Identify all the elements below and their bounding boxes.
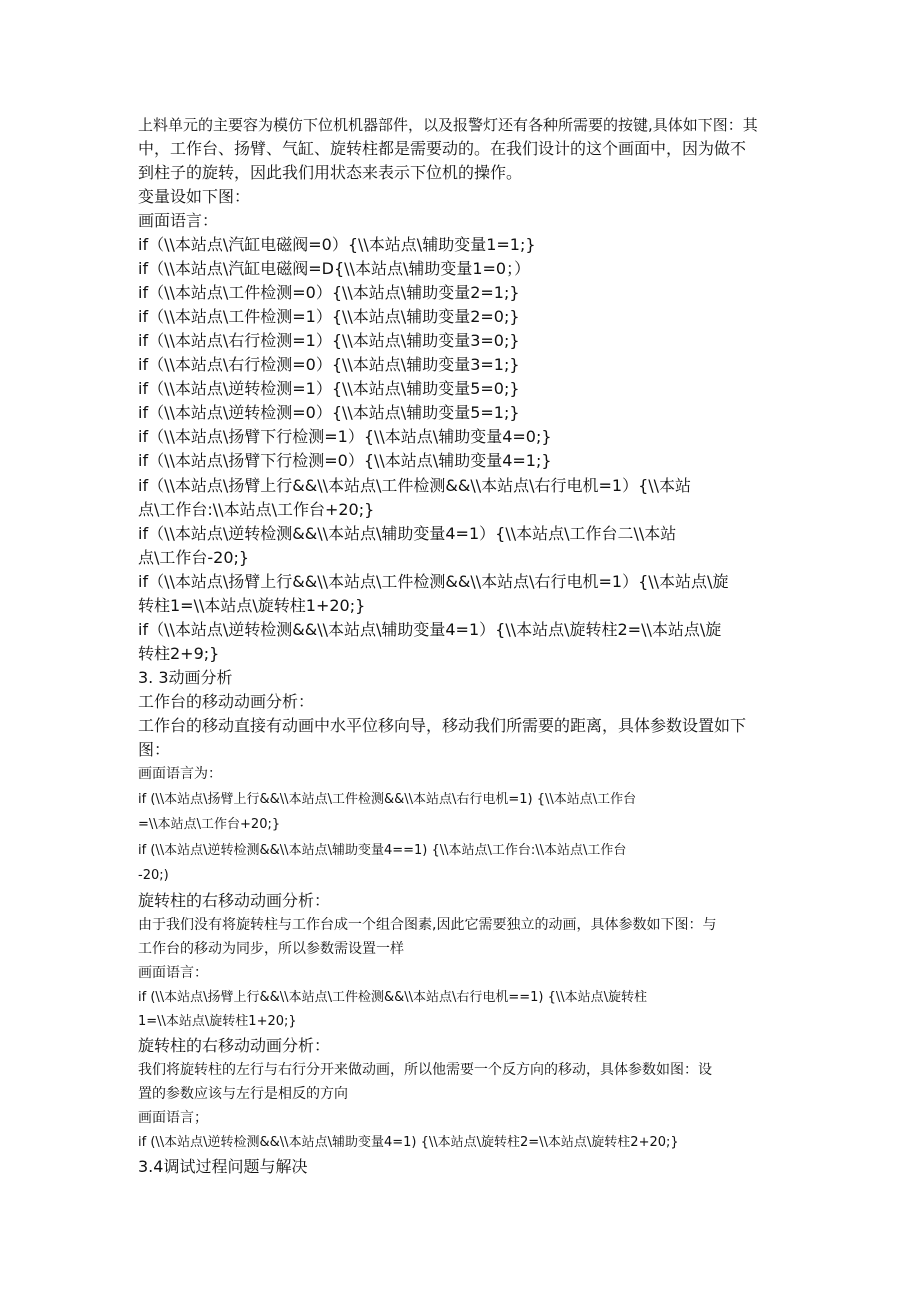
script-heading: 画面语言为： [138, 766, 222, 782]
subsection-heading: 旋转柱的右移动动画分析： [138, 891, 331, 910]
code-line: if (\\本站点\扬臂上行&&\\本站点\工件检测&&\\本站点\右行电机==1) {\\本站点\旋转柱 [138, 990, 648, 1005]
code-line: -20;) [138, 868, 169, 883]
code-line: if（\\本站点\工件检测=0）{\\本站点\辅助变量2=1;} [138, 283, 520, 302]
script-heading: 画面语言； [138, 1110, 208, 1126]
paragraph-intro-line-3: 到柱子的旋转，因此我们用状态来表示下位机的操作。 [138, 163, 523, 182]
code-line: if（\\本站点\扬臂上行&&\\本站点\工件检测&&\\本站点\右行电机=1）{\\本站点\旋 [138, 572, 729, 591]
code-line: =\\本站点\工作台+20;} [138, 817, 281, 832]
script-heading: 画面语言： [138, 211, 219, 230]
section-heading: 3.4调试过程问题与解决 [138, 1157, 308, 1176]
variable-setup-text: 变量设如下图： [138, 187, 251, 206]
code-line: 点\工作台:\\本站点\工作台+20;} [138, 500, 375, 519]
code-line: if（\\本站点\逆转检测=1）{\\本站点\辅助变量5=0;} [138, 379, 520, 398]
code-line: if (\\本站点\逆转检测&&\\本站点\辅助变量4==1) {\\本站点\工作台:\\本站点\工作台 [138, 843, 627, 858]
code-line: if（\\本站点\右行检测=0）{\\本站点\辅助变量3=1;} [138, 355, 520, 374]
paragraph-intro-line-2: 中，工作台、扬臂、气缸、旋转柱都是需要动的。在我们设计的这个画面中，因为做不 [138, 139, 747, 158]
subsection-heading: 旋转柱的右移动动画分析： [138, 1036, 331, 1055]
code-line: if（\\本站点\右行检测=1）{\\本站点\辅助变量3=0;} [138, 331, 520, 350]
code-line: if（\\本站点\逆转检测&&\\本站点\辅助变量4=1）{\\本站点\旋转柱2=\\本站点\旋 [138, 620, 722, 639]
code-line: if（\\本站点\汽缸电磁阀=0）{\\本站点\辅助变量1=1;} [138, 235, 536, 254]
subsection-heading: 工作台的移动动画分析： [138, 692, 315, 711]
code-line: 转柱1=\\本站点\旋转柱1+20;} [138, 596, 366, 615]
paragraph-line: 工作台的移动直接有动画中水平位移向导，移动我们所需要的距离，具体参数设置如下 [138, 716, 747, 735]
code-line: if（\\本站点\扬臂下行检测=0）{\\本站点\辅助变量4=1;} [138, 451, 552, 470]
code-line: 转柱2+9;} [138, 644, 220, 663]
code-line: if（\\本站点\逆转检测&&\\本站点\辅助变量4=1）{\\本站点\工作台二\\本站 [138, 524, 677, 543]
code-line: if (\\本站点\扬臂上行&&\\本站点\工件检测&&\\本站点\右行电机=1) {\\本站点\工作台 [138, 792, 637, 807]
code-line: if（\\本站点\工件检测=1）{\\本站点\辅助变量2=0;} [138, 307, 520, 326]
code-line: if（\\本站点\汽缸电磁阀=D{\\本站点\辅助变量1=0；） [138, 259, 531, 278]
paragraph-line: 我们将旋转柱的左行与右行分开来做动画，所以他需要一个反方向的移动，具体参数如图：设 [138, 1062, 712, 1078]
paragraph-line: 图： [138, 740, 171, 759]
paragraph-line: 置的参数应该与左行是相反的方向 [138, 1086, 348, 1102]
paragraph-intro-line-1: 上料单元的主要容为模仿下位机机器部件，以及报警灯还有各种所需要的按键,具体如下图：其 [138, 116, 758, 134]
section-heading: 3. 3动画分析 [138, 668, 233, 687]
script-heading: 画面语言： [138, 965, 208, 981]
paragraph-line: 工作台的移动为同步，所以参数需设置一样 [138, 941, 404, 957]
code-line: if（\\本站点\扬臂下行检测=1）{\\本站点\辅助变量4=0;} [138, 427, 552, 446]
code-line: 点\工作台-20;} [138, 548, 250, 567]
code-line: if (\\本站点\逆转检测&&\\本站点\辅助变量4=1) {\\本站点\旋转柱2=\\本站点\旋转柱2+20;} [138, 1135, 679, 1150]
paragraph-line: 由于我们没有将旋转柱与工作台成一个组合图素,因此它需要独立的动画，具体参数如下图：与 [138, 917, 717, 933]
code-line: 1=\\本站点\旋转柱1+20;} [138, 1014, 297, 1029]
code-line: if（\\本站点\扬臂上行&&\\本站点\工件检测&&\\本站点\右行电机=1）{\\本站 [138, 476, 692, 495]
code-line: if（\\本站点\逆转检测=0）{\\本站点\辅助变量5=1;} [138, 403, 520, 422]
